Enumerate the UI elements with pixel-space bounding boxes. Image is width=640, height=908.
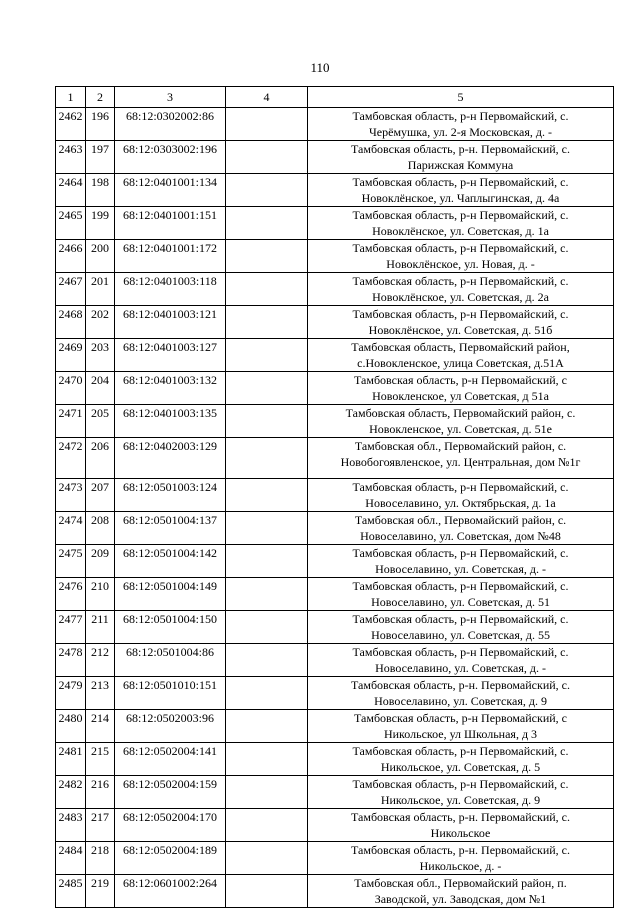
address-cell: Тамбовская область, р-н Первомайский, с. Новоселавино, ул. Советская, д. 55 xyxy=(308,611,614,644)
table-row xyxy=(56,372,614,405)
list-number-cell: 200 xyxy=(86,240,115,273)
address-cell: Тамбовская обл., Первомайский район, с. Новобогоявленское, ул. Центральная, дом №1г xyxy=(308,438,614,479)
list-number-cell: 201 xyxy=(86,273,115,306)
list-number-cell: 198 xyxy=(86,174,115,207)
address-cell: Тамбовская область, р-н. Первомайский, с. Парижская Коммуна xyxy=(308,141,614,174)
cadastral-number-cell: 68:12:0501003:124 xyxy=(115,479,226,512)
table-row xyxy=(56,108,614,141)
row-number-cell: 2476 xyxy=(56,578,86,611)
column-4-cell xyxy=(226,545,308,578)
table-row xyxy=(56,339,614,372)
address-cell: Тамбовская область, р-н. Первомайский, с. Никольское xyxy=(308,809,614,842)
cadastral-number-cell: 68:12:0501004:149 xyxy=(115,578,226,611)
column-4-cell xyxy=(226,108,308,141)
list-number-cell: 211 xyxy=(86,611,115,644)
table-row xyxy=(56,273,614,306)
column-4-cell xyxy=(226,710,308,743)
list-number-cell: 196 xyxy=(86,108,115,141)
row-number-cell: 2472 xyxy=(56,438,86,479)
column-4-cell xyxy=(226,405,308,438)
table-row xyxy=(56,578,614,611)
list-number-cell: 216 xyxy=(86,776,115,809)
cadastral-number-cell: 68:12:0401001:151 xyxy=(115,207,226,240)
table-body xyxy=(56,108,614,908)
list-number-cell: 209 xyxy=(86,545,115,578)
column-4-cell xyxy=(226,776,308,809)
table-row xyxy=(56,207,614,240)
cadastral-number-cell: 68:12:0401003:135 xyxy=(115,405,226,438)
row-number-cell: 2485 xyxy=(56,875,86,908)
row-number-cell: 2466 xyxy=(56,240,86,273)
table-row xyxy=(56,710,614,743)
column-4-cell xyxy=(226,677,308,710)
header-row xyxy=(56,87,614,108)
cadastral-number-cell: 68:12:0401001:172 xyxy=(115,240,226,273)
list-number-cell: 215 xyxy=(86,743,115,776)
table-row xyxy=(56,743,614,776)
row-number-cell: 2475 xyxy=(56,545,86,578)
cadastral-number-cell: 68:12:0302002:86 xyxy=(115,108,226,141)
row-number-cell: 2465 xyxy=(56,207,86,240)
row-number-cell: 2469 xyxy=(56,339,86,372)
address-cell: Тамбовская область, р-н Первомайский, с Никольское, ул Школьная, д 3 xyxy=(308,710,614,743)
column-4-cell xyxy=(226,141,308,174)
table-header xyxy=(56,87,614,108)
row-number-cell: 2482 xyxy=(56,776,86,809)
address-cell: Тамбовская обл., Первомайский район, п. Заводской, ул. Заводская, дом №1 xyxy=(308,875,614,908)
address-cell: Тамбовская область, р-н Первомайский, с. Новоклёнское, ул. Советская, д. 51б xyxy=(308,306,614,339)
column-4-cell xyxy=(226,240,308,273)
table-row xyxy=(56,842,614,875)
list-number-cell: 218 xyxy=(86,842,115,875)
cadastral-number-cell: 68:12:0501004:150 xyxy=(115,611,226,644)
address-cell: Тамбовская область, р-н Первомайский, с Новокленское, ул Советская, д 51а xyxy=(308,372,614,405)
header-col-4: 4 xyxy=(226,87,308,108)
cadastral-number-cell: 68:12:0502004:170 xyxy=(115,809,226,842)
column-4-cell xyxy=(226,273,308,306)
column-4-cell xyxy=(226,578,308,611)
address-cell: Тамбовская область, р-н Первомайский, с. Новоселавино, ул. Советская, д. - xyxy=(308,644,614,677)
table-row xyxy=(56,776,614,809)
column-4-cell xyxy=(226,842,308,875)
row-number-cell: 2478 xyxy=(56,644,86,677)
address-cell: Тамбовская область, р-н Первомайский, с. Никольское, ул. Советская, д. 9 xyxy=(308,776,614,809)
list-number-cell: 212 xyxy=(86,644,115,677)
row-number-cell: 2470 xyxy=(56,372,86,405)
row-number-cell: 2468 xyxy=(56,306,86,339)
address-cell: Тамбовская область, р-н Первомайский, с. Новоклёнское, ул. Советская, д. 2а xyxy=(308,273,614,306)
address-cell: Тамбовская область, р-н. Первомайский, с. Новоселавино, ул. Советская, д. 9 xyxy=(308,677,614,710)
address-cell: Тамбовская область, р-н Первомайский, с. Новоселавино, ул. Советская, д. 51 xyxy=(308,578,614,611)
address-cell: Тамбовская область, р-н Первомайский, с. Никольское, ул. Советская, д. 5 xyxy=(308,743,614,776)
list-number-cell: 217 xyxy=(86,809,115,842)
page-number: 110 xyxy=(310,60,330,75)
table-row xyxy=(56,809,614,842)
address-cell: Тамбовская обл., Первомайский район, с. Новоселавино, ул. Советская, дом №48 xyxy=(308,512,614,545)
table-row xyxy=(56,174,614,207)
row-number-cell: 2481 xyxy=(56,743,86,776)
row-number-cell: 2474 xyxy=(56,512,86,545)
table-row xyxy=(56,438,614,479)
cadastral-number-cell: 68:12:0502003:96 xyxy=(115,710,226,743)
header-col-2: 2 xyxy=(86,87,115,108)
cadastral-number-cell: 68:12:0601002:264 xyxy=(115,875,226,908)
row-number-cell: 2463 xyxy=(56,141,86,174)
list-number-cell: 197 xyxy=(86,141,115,174)
table-row xyxy=(56,479,614,512)
list-number-cell: 202 xyxy=(86,306,115,339)
list-number-cell: 204 xyxy=(86,372,115,405)
column-4-cell xyxy=(226,479,308,512)
column-4-cell xyxy=(226,339,308,372)
cadastral-number-cell: 68:12:0401003:121 xyxy=(115,306,226,339)
cadastral-number-cell: 68:12:0303002:196 xyxy=(115,141,226,174)
column-4-cell xyxy=(226,611,308,644)
registry-table xyxy=(55,86,614,908)
cadastral-number-cell: 68:12:0501004:137 xyxy=(115,512,226,545)
row-number-cell: 2480 xyxy=(56,710,86,743)
column-4-cell xyxy=(226,207,308,240)
cadastral-number-cell: 68:12:0401003:127 xyxy=(115,339,226,372)
address-cell: Тамбовская область, р-н Первомайский, с. Новоклёнское, ул. Новая, д. - xyxy=(308,240,614,273)
list-number-cell: 199 xyxy=(86,207,115,240)
row-number-cell: 2479 xyxy=(56,677,86,710)
header-col-5: 5 xyxy=(308,87,614,108)
row-number-cell: 2471 xyxy=(56,405,86,438)
list-number-cell: 210 xyxy=(86,578,115,611)
list-number-cell: 205 xyxy=(86,405,115,438)
table-row xyxy=(56,306,614,339)
column-4-cell xyxy=(226,174,308,207)
cadastral-number-cell: 68:12:0401001:134 xyxy=(115,174,226,207)
row-number-cell: 2477 xyxy=(56,611,86,644)
list-number-cell: 213 xyxy=(86,677,115,710)
header-col-1: 1 xyxy=(56,87,86,108)
cadastral-number-cell: 68:12:0501004:142 xyxy=(115,545,226,578)
list-number-cell: 208 xyxy=(86,512,115,545)
table-row xyxy=(56,875,614,908)
list-number-cell: 203 xyxy=(86,339,115,372)
cadastral-number-cell: 68:12:0502004:141 xyxy=(115,743,226,776)
cadastral-number-cell: 68:12:0502004:159 xyxy=(115,776,226,809)
address-cell: Тамбовская область, р-н Первомайский, с. Новоселавино, ул. Советская, д. - xyxy=(308,545,614,578)
column-4-cell xyxy=(226,372,308,405)
cadastral-number-cell: 68:12:0402003:129 xyxy=(115,438,226,479)
address-cell: Тамбовская область, р-н Первомайский, с. Новоклёнское, ул. Советская, д. 1а xyxy=(308,207,614,240)
row-number-cell: 2473 xyxy=(56,479,86,512)
table-row xyxy=(56,405,614,438)
row-number-cell: 2467 xyxy=(56,273,86,306)
column-4-cell xyxy=(226,438,308,479)
cadastral-number-cell: 68:12:0401003:118 xyxy=(115,273,226,306)
address-cell: Тамбовская область, р-н. Первомайский, с. Никольское, д. - xyxy=(308,842,614,875)
table-row xyxy=(56,512,614,545)
column-4-cell xyxy=(226,875,308,908)
column-4-cell xyxy=(226,512,308,545)
address-cell: Тамбовская область, р-н Первомайский, с. Черёмушка, ул. 2-я Московская, д. - xyxy=(308,108,614,141)
address-cell: Тамбовская область, Первомайский район, с.Новокленское, улица Советская, д.51А xyxy=(308,339,614,372)
header-col-3: 3 xyxy=(115,87,226,108)
table-row xyxy=(56,141,614,174)
list-number-cell: 207 xyxy=(86,479,115,512)
column-4-cell xyxy=(226,644,308,677)
column-4-cell xyxy=(226,306,308,339)
list-number-cell: 214 xyxy=(86,710,115,743)
list-number-cell: 206 xyxy=(86,438,115,479)
cadastral-number-cell: 68:12:0502004:189 xyxy=(115,842,226,875)
list-number-cell: 219 xyxy=(86,875,115,908)
row-number-cell: 2462 xyxy=(56,108,86,141)
address-cell: Тамбовская область, Первомайский район, с. Новокленское, ул. Советская, д. 51е xyxy=(308,405,614,438)
column-4-cell xyxy=(226,809,308,842)
row-number-cell: 2483 xyxy=(56,809,86,842)
column-4-cell xyxy=(226,743,308,776)
row-number-cell: 2464 xyxy=(56,174,86,207)
cadastral-number-cell: 68:12:0501004:86 xyxy=(115,644,226,677)
cadastral-number-cell: 68:12:0401003:132 xyxy=(115,372,226,405)
table-row xyxy=(56,611,614,644)
table-row xyxy=(56,677,614,710)
address-cell: Тамбовская область, р-н Первомайский, с. Новоклёнское, ул. Чаплыгинская, д. 4а xyxy=(308,174,614,207)
table-row xyxy=(56,644,614,677)
address-cell: Тамбовская область, р-н Первомайский, с. Новоселавино, ул. Октябрьская, д. 1а xyxy=(308,479,614,512)
table-row xyxy=(56,240,614,273)
row-number-cell: 2484 xyxy=(56,842,86,875)
cadastral-number-cell: 68:12:0501010:151 xyxy=(115,677,226,710)
table-row xyxy=(56,545,614,578)
